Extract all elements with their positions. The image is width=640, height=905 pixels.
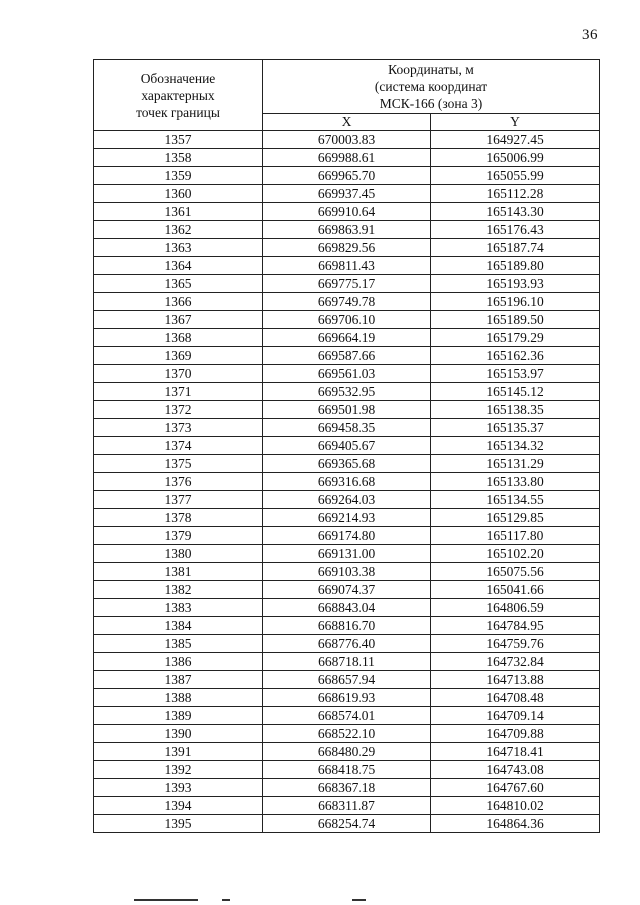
x-coordinate-cell: 669706.10 (263, 311, 431, 329)
y-coordinate-cell: 165117.80 (431, 527, 600, 545)
point-number-cell: 1360 (94, 185, 263, 203)
x-coordinate-cell: 669532.95 (263, 383, 431, 401)
point-number-cell: 1388 (94, 689, 263, 707)
point-number-cell: 1368 (94, 329, 263, 347)
x-coordinate-cell: 669074.37 (263, 581, 431, 599)
table-row (94, 797, 600, 815)
point-number-cell: 1362 (94, 221, 263, 239)
y-coordinate-cell: 165138.35 (431, 401, 600, 419)
point-number-cell: 1382 (94, 581, 263, 599)
x-coordinate-cell: 668522.10 (263, 725, 431, 743)
x-coordinate-cell: 669965.70 (263, 167, 431, 185)
x-coordinate-cell: 668418.75 (263, 761, 431, 779)
y-coordinate-cell: 165133.80 (431, 473, 600, 491)
point-number-cell: 1373 (94, 419, 263, 437)
point-number-cell: 1366 (94, 293, 263, 311)
x-coordinate-cell: 669214.93 (263, 509, 431, 527)
y-coordinate-cell: 165189.50 (431, 311, 600, 329)
point-number-cell: 1375 (94, 455, 263, 473)
point-number-cell: 1359 (94, 167, 263, 185)
point-number-cell: 1385 (94, 635, 263, 653)
y-coordinate-cell: 165176.43 (431, 221, 600, 239)
table-row (94, 239, 600, 257)
table-row (94, 725, 600, 743)
y-coordinate-cell: 165143.30 (431, 203, 600, 221)
point-number-cell: 1389 (94, 707, 263, 725)
x-coordinate-cell: 668657.94 (263, 671, 431, 689)
point-number-cell: 1367 (94, 311, 263, 329)
point-number-cell: 1372 (94, 401, 263, 419)
point-number-cell: 1377 (94, 491, 263, 509)
x-coordinate-cell: 668718.11 (263, 653, 431, 671)
x-coordinate-cell: 669174.80 (263, 527, 431, 545)
point-number-cell: 1394 (94, 797, 263, 815)
y-coordinate-cell: 165112.28 (431, 185, 600, 203)
y-coordinate-cell: 165162.36 (431, 347, 600, 365)
point-number-cell: 1380 (94, 545, 263, 563)
y-coordinate-cell: 165145.12 (431, 383, 600, 401)
y-coordinate-cell: 164864.36 (431, 815, 600, 833)
x-coordinate-cell: 669501.98 (263, 401, 431, 419)
point-number-cell: 1376 (94, 473, 263, 491)
x-coordinate-cell: 669811.43 (263, 257, 431, 275)
point-number-cell: 1378 (94, 509, 263, 527)
x-coordinate-cell: 669829.56 (263, 239, 431, 257)
table-row (94, 203, 600, 221)
point-number-cell: 1365 (94, 275, 263, 293)
table-row (94, 617, 600, 635)
y-column-header: Y (431, 113, 600, 130)
y-coordinate-cell: 165075.56 (431, 563, 600, 581)
point-designation-header-line: Обозначение (140, 70, 216, 86)
table-row (94, 383, 600, 401)
table-row (94, 689, 600, 707)
point-number-cell: 1395 (94, 815, 263, 833)
table-row (94, 509, 600, 527)
y-coordinate-cell: 164718.41 (431, 743, 600, 761)
y-coordinate-cell: 165193.93 (431, 275, 600, 293)
x-coordinate-cell: 668776.40 (263, 635, 431, 653)
y-coordinate-cell: 164709.14 (431, 707, 600, 725)
boundary-points-table (93, 59, 600, 833)
table-row (94, 563, 600, 581)
x-coordinate-cell: 668480.29 (263, 743, 431, 761)
point-number-cell: 1364 (94, 257, 263, 275)
coordinates-header (263, 60, 600, 114)
table-row (94, 347, 600, 365)
table-row (94, 815, 600, 833)
point-designation-header-line: характерных (141, 87, 215, 103)
x-coordinate-cell: 669664.19 (263, 329, 431, 347)
x-coordinate-cell: 668254.74 (263, 815, 431, 833)
coordinates-header-line: МСК-166 (зона 3) (379, 95, 483, 111)
y-coordinate-cell: 165102.20 (431, 545, 600, 563)
footer-mark (222, 899, 230, 901)
y-coordinate-cell: 165135.37 (431, 419, 600, 437)
table-row (94, 329, 600, 347)
y-coordinate-cell: 165189.80 (431, 257, 600, 275)
point-number-cell: 1391 (94, 743, 263, 761)
table-body (94, 131, 600, 833)
y-coordinate-cell: 165134.32 (431, 437, 600, 455)
x-coordinate-cell: 669910.64 (263, 203, 431, 221)
table-row (94, 275, 600, 293)
y-coordinate-cell: 164784.95 (431, 617, 600, 635)
table-row (94, 635, 600, 653)
x-coordinate-cell: 669749.78 (263, 293, 431, 311)
table-row (94, 707, 600, 725)
y-coordinate-cell: 164806.59 (431, 599, 600, 617)
y-coordinate-cell: 164713.88 (431, 671, 600, 689)
x-coordinate-cell: 669561.03 (263, 365, 431, 383)
y-coordinate-cell: 165134.55 (431, 491, 600, 509)
x-column-header: X (263, 113, 431, 130)
x-coordinate-cell: 669316.68 (263, 473, 431, 491)
x-coordinate-cell: 670003.83 (263, 131, 431, 149)
y-coordinate-cell: 164759.76 (431, 635, 600, 653)
coordinates-header-line: Координаты, м (388, 61, 474, 77)
x-coordinate-cell: 669405.67 (263, 437, 431, 455)
x-coordinate-cell: 669458.35 (263, 419, 431, 437)
point-number-cell: 1393 (94, 779, 263, 797)
point-number-cell: 1370 (94, 365, 263, 383)
table-row (94, 527, 600, 545)
table-row (94, 131, 600, 149)
footer-mark (352, 899, 366, 901)
x-coordinate-cell: 668311.87 (263, 797, 431, 815)
footer-mark (134, 899, 198, 901)
y-coordinate-cell: 165187.74 (431, 239, 600, 257)
footer-scan-marks (0, 899, 640, 905)
table-row (94, 455, 600, 473)
x-coordinate-cell: 669131.00 (263, 545, 431, 563)
page-number: 36 (582, 27, 598, 43)
point-number-cell: 1387 (94, 671, 263, 689)
point-designation-header-line: точек границы (136, 104, 220, 120)
table-row (94, 401, 600, 419)
table-row (94, 149, 600, 167)
table-row (94, 221, 600, 239)
point-number-cell: 1383 (94, 599, 263, 617)
y-coordinate-cell: 165129.85 (431, 509, 600, 527)
point-number-cell: 1371 (94, 383, 263, 401)
table-row (94, 167, 600, 185)
table-row (94, 185, 600, 203)
point-designation-header (94, 60, 263, 131)
x-coordinate-cell: 669937.45 (263, 185, 431, 203)
point-number-cell: 1386 (94, 653, 263, 671)
table-row (94, 419, 600, 437)
y-coordinate-cell: 165179.29 (431, 329, 600, 347)
point-number-cell: 1392 (94, 761, 263, 779)
x-coordinate-cell: 668367.18 (263, 779, 431, 797)
x-coordinate-cell: 668574.01 (263, 707, 431, 725)
point-number-cell: 1369 (94, 347, 263, 365)
table-row (94, 293, 600, 311)
y-coordinate-cell: 165041.66 (431, 581, 600, 599)
table-row (94, 653, 600, 671)
table-row (94, 311, 600, 329)
x-coordinate-cell: 669775.17 (263, 275, 431, 293)
x-coordinate-cell: 669103.38 (263, 563, 431, 581)
table-row (94, 743, 600, 761)
y-coordinate-cell: 165196.10 (431, 293, 600, 311)
y-coordinate-cell: 165055.99 (431, 167, 600, 185)
table-row (94, 491, 600, 509)
table-row (94, 761, 600, 779)
table-row (94, 581, 600, 599)
point-number-cell: 1361 (94, 203, 263, 221)
y-coordinate-cell: 165131.29 (431, 455, 600, 473)
x-coordinate-cell: 669988.61 (263, 149, 431, 167)
point-number-cell: 1379 (94, 527, 263, 545)
y-coordinate-cell: 164927.45 (431, 131, 600, 149)
y-coordinate-cell: 164767.60 (431, 779, 600, 797)
table-row (94, 437, 600, 455)
point-number-cell: 1381 (94, 563, 263, 581)
table-row (94, 671, 600, 689)
y-coordinate-cell: 164709.88 (431, 725, 600, 743)
table-row (94, 257, 600, 275)
x-coordinate-cell: 668843.04 (263, 599, 431, 617)
point-number-cell: 1357 (94, 131, 263, 149)
point-number-cell: 1390 (94, 725, 263, 743)
y-coordinate-cell: 165006.99 (431, 149, 600, 167)
y-coordinate-cell: 164708.48 (431, 689, 600, 707)
table-row (94, 779, 600, 797)
point-number-cell: 1374 (94, 437, 263, 455)
x-coordinate-cell: 669587.66 (263, 347, 431, 365)
table-row (94, 599, 600, 617)
table-row (94, 365, 600, 383)
y-coordinate-cell: 165153.97 (431, 365, 600, 383)
x-coordinate-cell: 668619.93 (263, 689, 431, 707)
table-row (94, 473, 600, 491)
coordinates-header-line: (система координат (374, 78, 488, 94)
x-coordinate-cell: 669863.91 (263, 221, 431, 239)
y-coordinate-cell: 164732.84 (431, 653, 600, 671)
point-number-cell: 1363 (94, 239, 263, 257)
point-number-cell: 1358 (94, 149, 263, 167)
y-coordinate-cell: 164810.02 (431, 797, 600, 815)
point-number-cell: 1384 (94, 617, 263, 635)
x-coordinate-cell: 669264.03 (263, 491, 431, 509)
y-coordinate-cell: 164743.08 (431, 761, 600, 779)
table-row (94, 545, 600, 563)
x-coordinate-cell: 669365.68 (263, 455, 431, 473)
x-coordinate-cell: 668816.70 (263, 617, 431, 635)
